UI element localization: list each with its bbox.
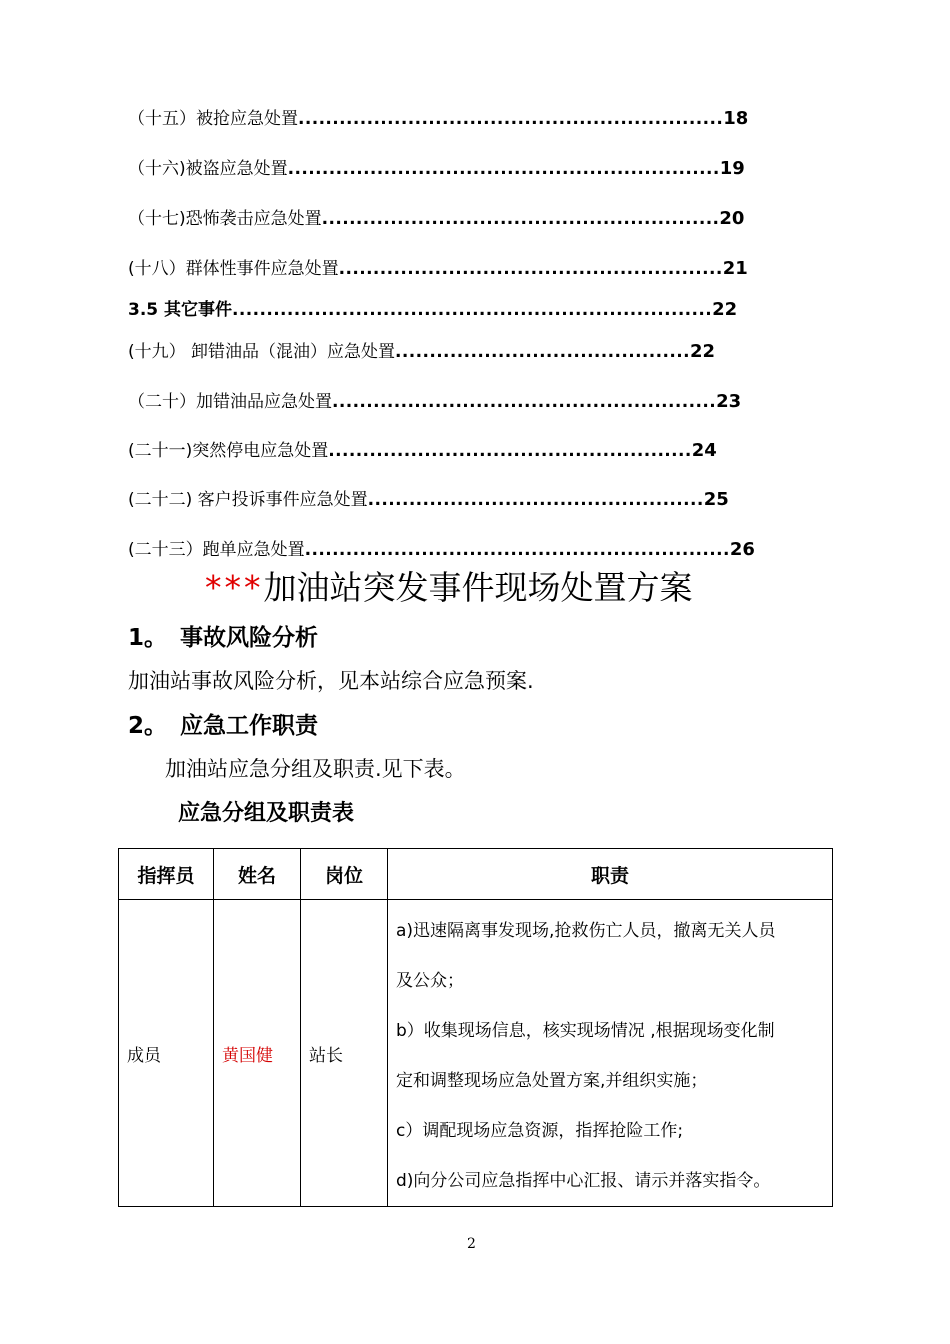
toc-leader: ................................................. [367,490,704,510]
duties-cell [388,900,833,1207]
title-stars: *** [205,568,264,607]
duty-line: a)迅速隔离事发现场,抢救伤亡人员，撤离无关人员 [396,921,776,941]
toc-page-number: 25 [703,489,729,510]
table-header: 岗位 [301,849,388,900]
toc-leader: ........................................................ [338,259,723,279]
toc-entry[interactable] [128,298,737,322]
toc-entry-label: （十六)被盗应急处置 [128,159,288,179]
toc-entry-label: (二十二) 客户投诉事件应急处置 [128,490,368,510]
table-header-row [119,849,833,900]
toc-entry-label: 3.5 其它事件 [128,300,233,320]
toc-page-number: 23 [716,391,742,412]
document-title [205,566,693,610]
toc-leader: ........................................... [395,342,690,362]
toc-entry-label: (十八）群体性事件应急处置 [128,259,339,279]
toc-entry-label: (十九） 卸错油品（混油）应急处置 [128,342,396,362]
toc-leader: .............................................................. [298,109,724,129]
section-body: 加油站事故风险分析，见本站综合应急预案. [128,669,534,693]
post-cell: 站长 [301,900,388,1207]
toc-entry[interactable] [128,157,745,181]
section-body: 加油站应急分组及职责.见下表。 [165,757,466,781]
toc-entry[interactable] [128,257,748,281]
table-row [119,900,833,1207]
toc-entry-label: （十七)恐怖袭击应急处置 [128,209,322,229]
toc-page-number: 18 [723,108,749,129]
toc-entry[interactable] [128,340,715,364]
toc-entry[interactable] [128,538,755,562]
duty-line: 定和调整现场应急处置方案,并组织实施； [396,1071,708,1091]
table-header: 职责 [388,849,833,900]
toc-page-number: 24 [691,440,717,461]
duty-line: b）收集现场信息，核实现场情况 ,根据现场变化制 [396,1021,775,1041]
toc-leader: ..................................................... [328,441,692,461]
toc-entry-label: (二十三）跑单应急处置 [128,540,305,560]
toc-leader: ........................................................ [332,392,717,412]
name-cell: 黄国健 [214,900,301,1207]
toc-entry[interactable] [128,207,744,231]
page-number: 2 [467,1236,476,1252]
section-heading [128,710,318,742]
section-title: 应急工作职责 [180,713,318,739]
title-text: 加油站突发事件现场处置方案 [263,568,693,607]
toc-page-number: 26 [729,539,755,560]
section-number: 1。 [128,625,168,651]
toc-page-number: 22 [712,299,738,320]
toc-entry[interactable] [128,107,748,131]
section-title: 事故风险分析 [180,625,318,651]
toc-entry-label: （十五）被抢应急处置 [128,109,298,129]
toc-page-number: 19 [719,158,745,179]
role-cell: 成员 [119,900,214,1207]
duty-line: c）调配现场应急资源，指挥抢险工作; [396,1121,684,1141]
toc-entry-label: (二十一)突然停电应急处置 [128,441,329,461]
toc-leader: .......................................................... [321,209,720,229]
toc-page-number: 22 [689,341,716,362]
toc-page-number: 21 [722,258,748,279]
duty-line: 及公众； [396,971,464,991]
toc-entry[interactable] [128,439,717,463]
table-header: 姓名 [214,849,301,900]
table-header: 指挥员 [119,849,214,900]
duty-line: d)向分公司应急指挥中心汇报、请示并落实指令。 [396,1171,771,1191]
toc-leader: .............................................................. [304,540,730,560]
toc-entry[interactable] [128,390,741,414]
toc-leader: ............................................................... [287,159,720,179]
table-title: 应急分组及职责表 [178,801,355,826]
toc-page-number: 20 [719,208,745,229]
toc-leader: ...................................................................... [232,300,713,320]
toc-entry[interactable] [128,488,729,512]
toc-entry-label: （二十）加错油品应急处置 [128,392,332,412]
duty-table [118,848,833,1207]
section-number: 2。 [128,713,168,739]
section-heading [128,622,318,654]
